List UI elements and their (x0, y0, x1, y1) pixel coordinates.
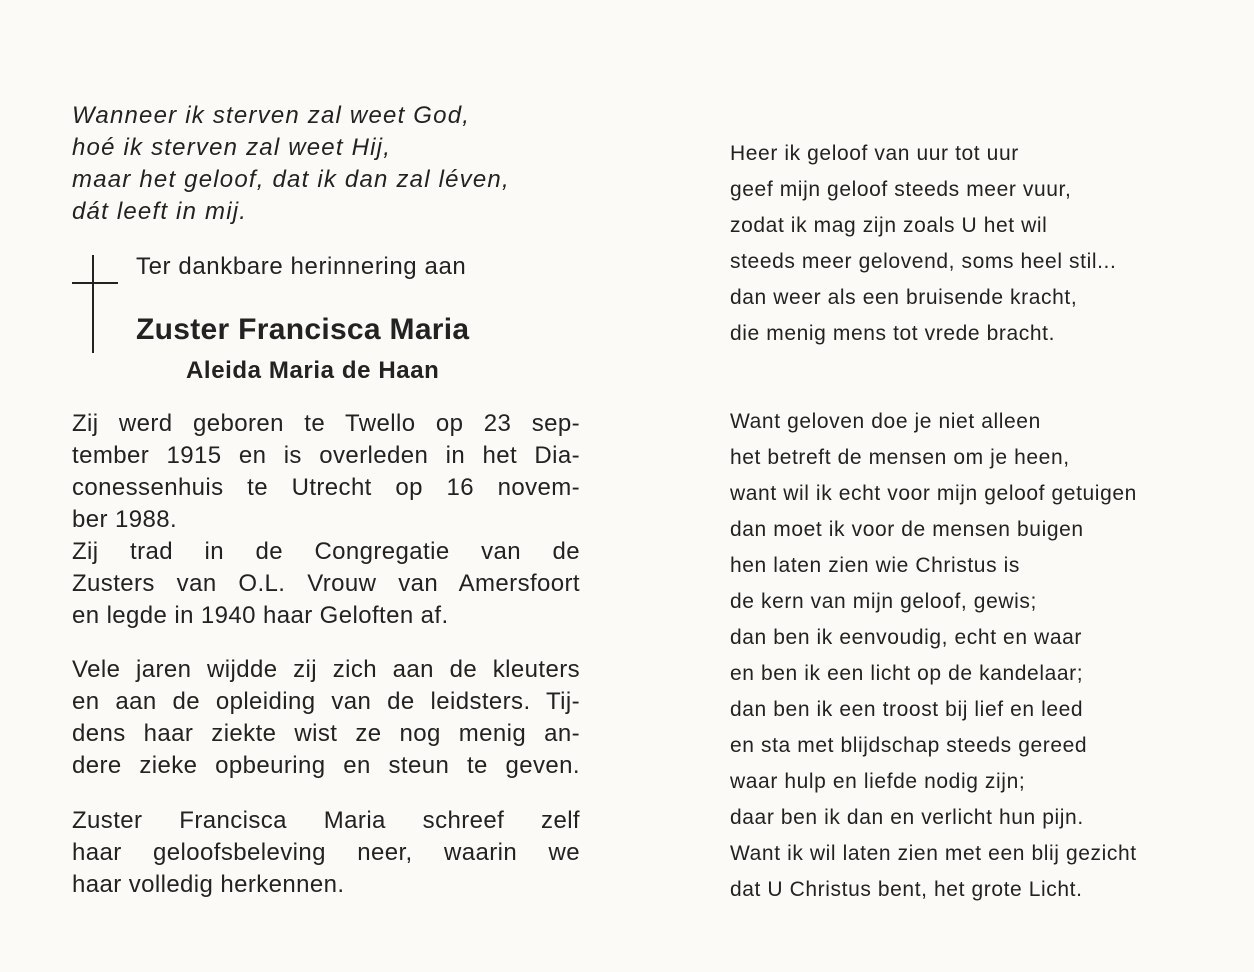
deceased-name: Zuster Francisca Maria (136, 313, 470, 346)
memorial-intro: Ter dankbare herinnering aan (136, 253, 467, 280)
bio-line: dere zieke opbeuring en steun te geven. (72, 752, 580, 779)
stanza-line: de kern van mijn geloof, gewis; (730, 590, 1037, 613)
stanza-line: geef mijn geloof steeds meer vuur, (730, 178, 1072, 201)
stanza-line: zodat ik mag zijn zoals U het wil (730, 214, 1048, 237)
stanza-line: die menig mens tot vrede bracht. (730, 322, 1056, 345)
bio-line: haar geloofsbeleving neer, waarin we (72, 839, 580, 866)
stanza-line: steeds meer gelovend, soms heel stil... (730, 250, 1117, 273)
opening-poem (72, 100, 510, 228)
stanza-line: waar hulp en liefde nodig zijn; (730, 770, 1026, 793)
poem-line: dát leeft in mij. (72, 198, 248, 225)
poem-line: hoé ik sterven zal weet Hij, (72, 134, 392, 161)
bio-line: Zij werd geboren te Twello op 23 sep- (72, 410, 580, 437)
prayer-stanza (730, 136, 1116, 352)
stanza-line: daar ben ik dan en verlicht hun pijn. (730, 806, 1084, 829)
bio-line: haar volledig herkennen. (72, 871, 345, 898)
bio-line: Zij trad in de Congregatie van de (72, 538, 580, 565)
stanza-line: het betreft de mensen om je heen, (730, 446, 1070, 469)
stanza-line: dat U Christus bent, het grote Licht. (730, 878, 1083, 901)
bio-line: conessenhuis te Utrecht op 16 novem- (72, 474, 580, 501)
stanza-line: hen laten zien wie Christus is (730, 554, 1020, 577)
bio-line: Zusters van O.L. Vrouw van Amersfoort (72, 570, 580, 597)
bio-paragraph (72, 408, 580, 632)
stanza-line: dan ben ik eenvoudig, echt en waar (730, 626, 1082, 649)
stanza-line: en ben ik een licht op de kandelaar; (730, 662, 1084, 685)
stanza-line: want wil ik echt voor mijn geloof getuigen (730, 482, 1137, 505)
bio-line: Zuster Francisca Maria schreef zelf (72, 807, 580, 834)
stanza-line: en sta met blijdschap steeds gereed (730, 734, 1088, 757)
bio-line: en legde in 1940 haar Geloften af. (72, 602, 449, 629)
stanza-line: dan ben ik een troost bij lief en leed (730, 698, 1084, 721)
prayer-stanza (730, 404, 1137, 908)
bio-paragraph (72, 654, 580, 782)
stanza-line: Want geloven doe je niet alleen (730, 410, 1041, 433)
birth-name: Aleida Maria de Haan (186, 357, 440, 384)
bio-line: ber 1988. (72, 506, 178, 533)
stanza-line: Heer ik geloof van uur tot uur (730, 142, 1019, 165)
cross-icon (72, 255, 118, 353)
bio-line: dens haar ziekte wist ze nog menig an- (72, 720, 580, 747)
stanza-line: dan weer als een bruisende kracht, (730, 286, 1078, 309)
poem-line: maar het geloof, dat ik dan zal léven, (72, 166, 510, 193)
poem-line: Wanneer ik sterven zal weet God, (72, 102, 471, 129)
bio-line: tember 1915 en is overleden in het Dia- (72, 442, 580, 469)
stanza-line: dan moet ik voor de mensen buigen (730, 518, 1084, 541)
bio-paragraph (72, 805, 580, 901)
stanza-line: Want ik wil laten zien met een blij gezicht (730, 842, 1137, 865)
bio-line: Vele jaren wijdde zij zich aan de kleuters (72, 656, 580, 683)
bio-line: en aan de opleiding van de leidsters. Tij- (72, 688, 580, 715)
